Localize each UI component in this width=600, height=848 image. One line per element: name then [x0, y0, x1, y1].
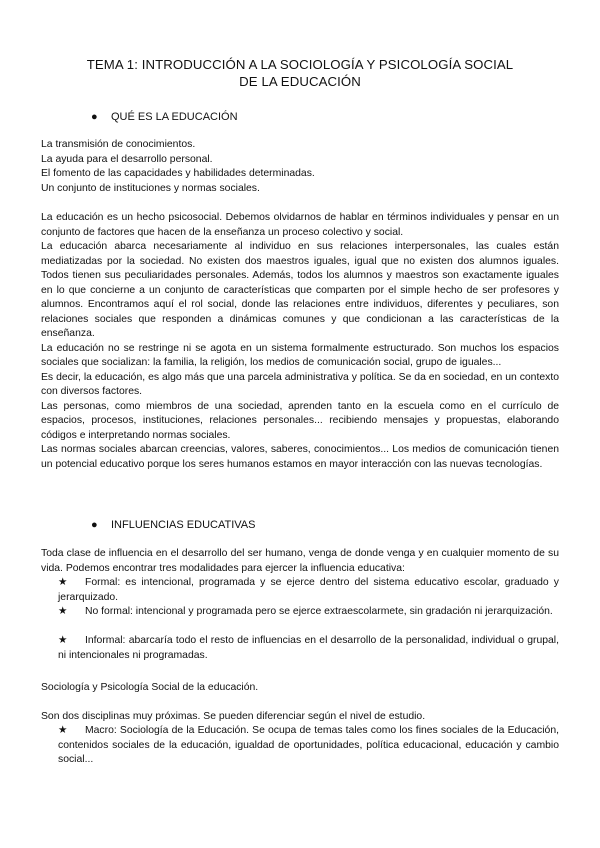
paragraph: Las personas, como miembros de una sociedad, aprenden tanto en la escuela como en el currículo de espacios, procesos, instituciones, relaciones personales... recibiendo mensajes y propuestas, elaborando códigos e interpretando normas sociales. [41, 400, 559, 441]
section-heading-text: QUÉ ES LA EDUCACIÓN [111, 111, 238, 123]
definition-item: La ayuda para el desarrollo personal. [41, 153, 213, 165]
star-icon: ★ [58, 635, 68, 646]
star-list-item [58, 634, 559, 663]
paragraph: La educación abarca necesariamente al individuo en sus relaciones interpersonales, las cuales están mediatizadas por la sociedad. No existen dos maestros iguales, igual que no existen dos alumnos iguales. Todos tienen sus peculiaridades personales. Además, todos los alumnos y maestros son exactamente iguales en lo que concierne a un conjunto de características que comparten por el simple hecho de ser profesores y alumnos. Encontramos aquí el rol social, donde las relaciones entre individuos, diferentes y peculiares, son relaciones sociales que responden a dinámicas comunes y que condicionan a las características de la enseñanza. [41, 241, 559, 339]
definition-list [41, 138, 559, 196]
section-heading-que-es [91, 110, 238, 124]
star-icon: ★ [58, 606, 68, 617]
title-line-2: DE LA EDUCACIÓN [239, 74, 361, 89]
bullet-icon: ● [91, 111, 98, 123]
definition-item: Un conjunto de instituciones y normas sociales. [41, 182, 260, 194]
definition-item: La transmisión de conocimientos. [41, 139, 196, 150]
section-heading-sociologia [41, 681, 559, 696]
star-list-item [58, 724, 559, 768]
star-list-item [58, 605, 559, 620]
star-item-text: Informal: abarcaría todo el resto de influencias en el desarrollo de la personalidad, individual o grupal, ni intencionales ni programadas. [58, 635, 559, 661]
section-heading-text: INFLUENCIAS EDUCATIVAS [111, 519, 256, 531]
star-list-item [58, 576, 559, 605]
influencias-intro [41, 547, 559, 576]
paragraph: Toda clase de influencia en el desarrollo del ser humano, venga de donde venga y en cualquier momento de su vida. Podemos encontrar tres modalidades para ejercer la influencia educativa: [41, 548, 559, 574]
sociologia-intro [41, 710, 559, 725]
star-item-text: Formal: es intencional, programada y se ejerce dentro del sistema educativo escolar, graduado y jerarquizado. [58, 577, 559, 603]
definition-item: El fomento de las capacidades y habilidades determinadas. [41, 168, 315, 179]
star-item-text: Macro: Sociología de la Educación. Se ocupa de temas tales como los fines sociales de la Educación, contenidos sociales de la educación, igualdad de oportunidades, política educacional, educación y cambio social... [58, 725, 559, 765]
title-line-1: TEMA 1: INTRODUCCIÓN A LA SOCIOLOGÍA Y PSICOLOGÍA SOCIAL [86, 57, 514, 72]
star-icon: ★ [58, 577, 68, 588]
paragraph: Las normas sociales abarcan creencias, valores, saberes, conocimientos... Los medios de comunicación tienen un potencial educativo porque los seres humanos estamos en mayor interacción con las nuevas tecnologías. [41, 444, 559, 470]
section-heading-text: Sociología y Psicología Social de la educación. [41, 682, 259, 693]
star-item-text: No formal: intencional y programada pero se ejerce extraescolarmete, sin gradación ni jerarquización. [85, 606, 553, 617]
section-heading-influencias [91, 518, 255, 532]
paragraph: La educación no se restringe ni se agota en un sistema formalmente estructurado. Son muchos los espacios sociales que socializan: la familia, la religión, los medios de comunicación social, grupo de iguales... [41, 342, 559, 368]
bullet-icon: ● [91, 519, 98, 531]
paragraph: Son dos disciplinas muy próximas. Se pueden diferenciar según el nivel de estudio. [41, 711, 426, 722]
document-title [40, 56, 560, 90]
education-paragraphs [41, 211, 559, 472]
star-icon: ★ [58, 725, 68, 736]
paragraph: Es decir, la educación, es algo más que una parcela administrativa y política. Se da en sociedad, en un contexto con diversos factores. [41, 371, 559, 397]
paragraph: La educación es un hecho psicosocial. Debemos olvidarnos de hablar en términos individuales y pensar en un conjunto de factores que hacen de la enseñanza un proceso colectivo y social. [41, 212, 559, 238]
